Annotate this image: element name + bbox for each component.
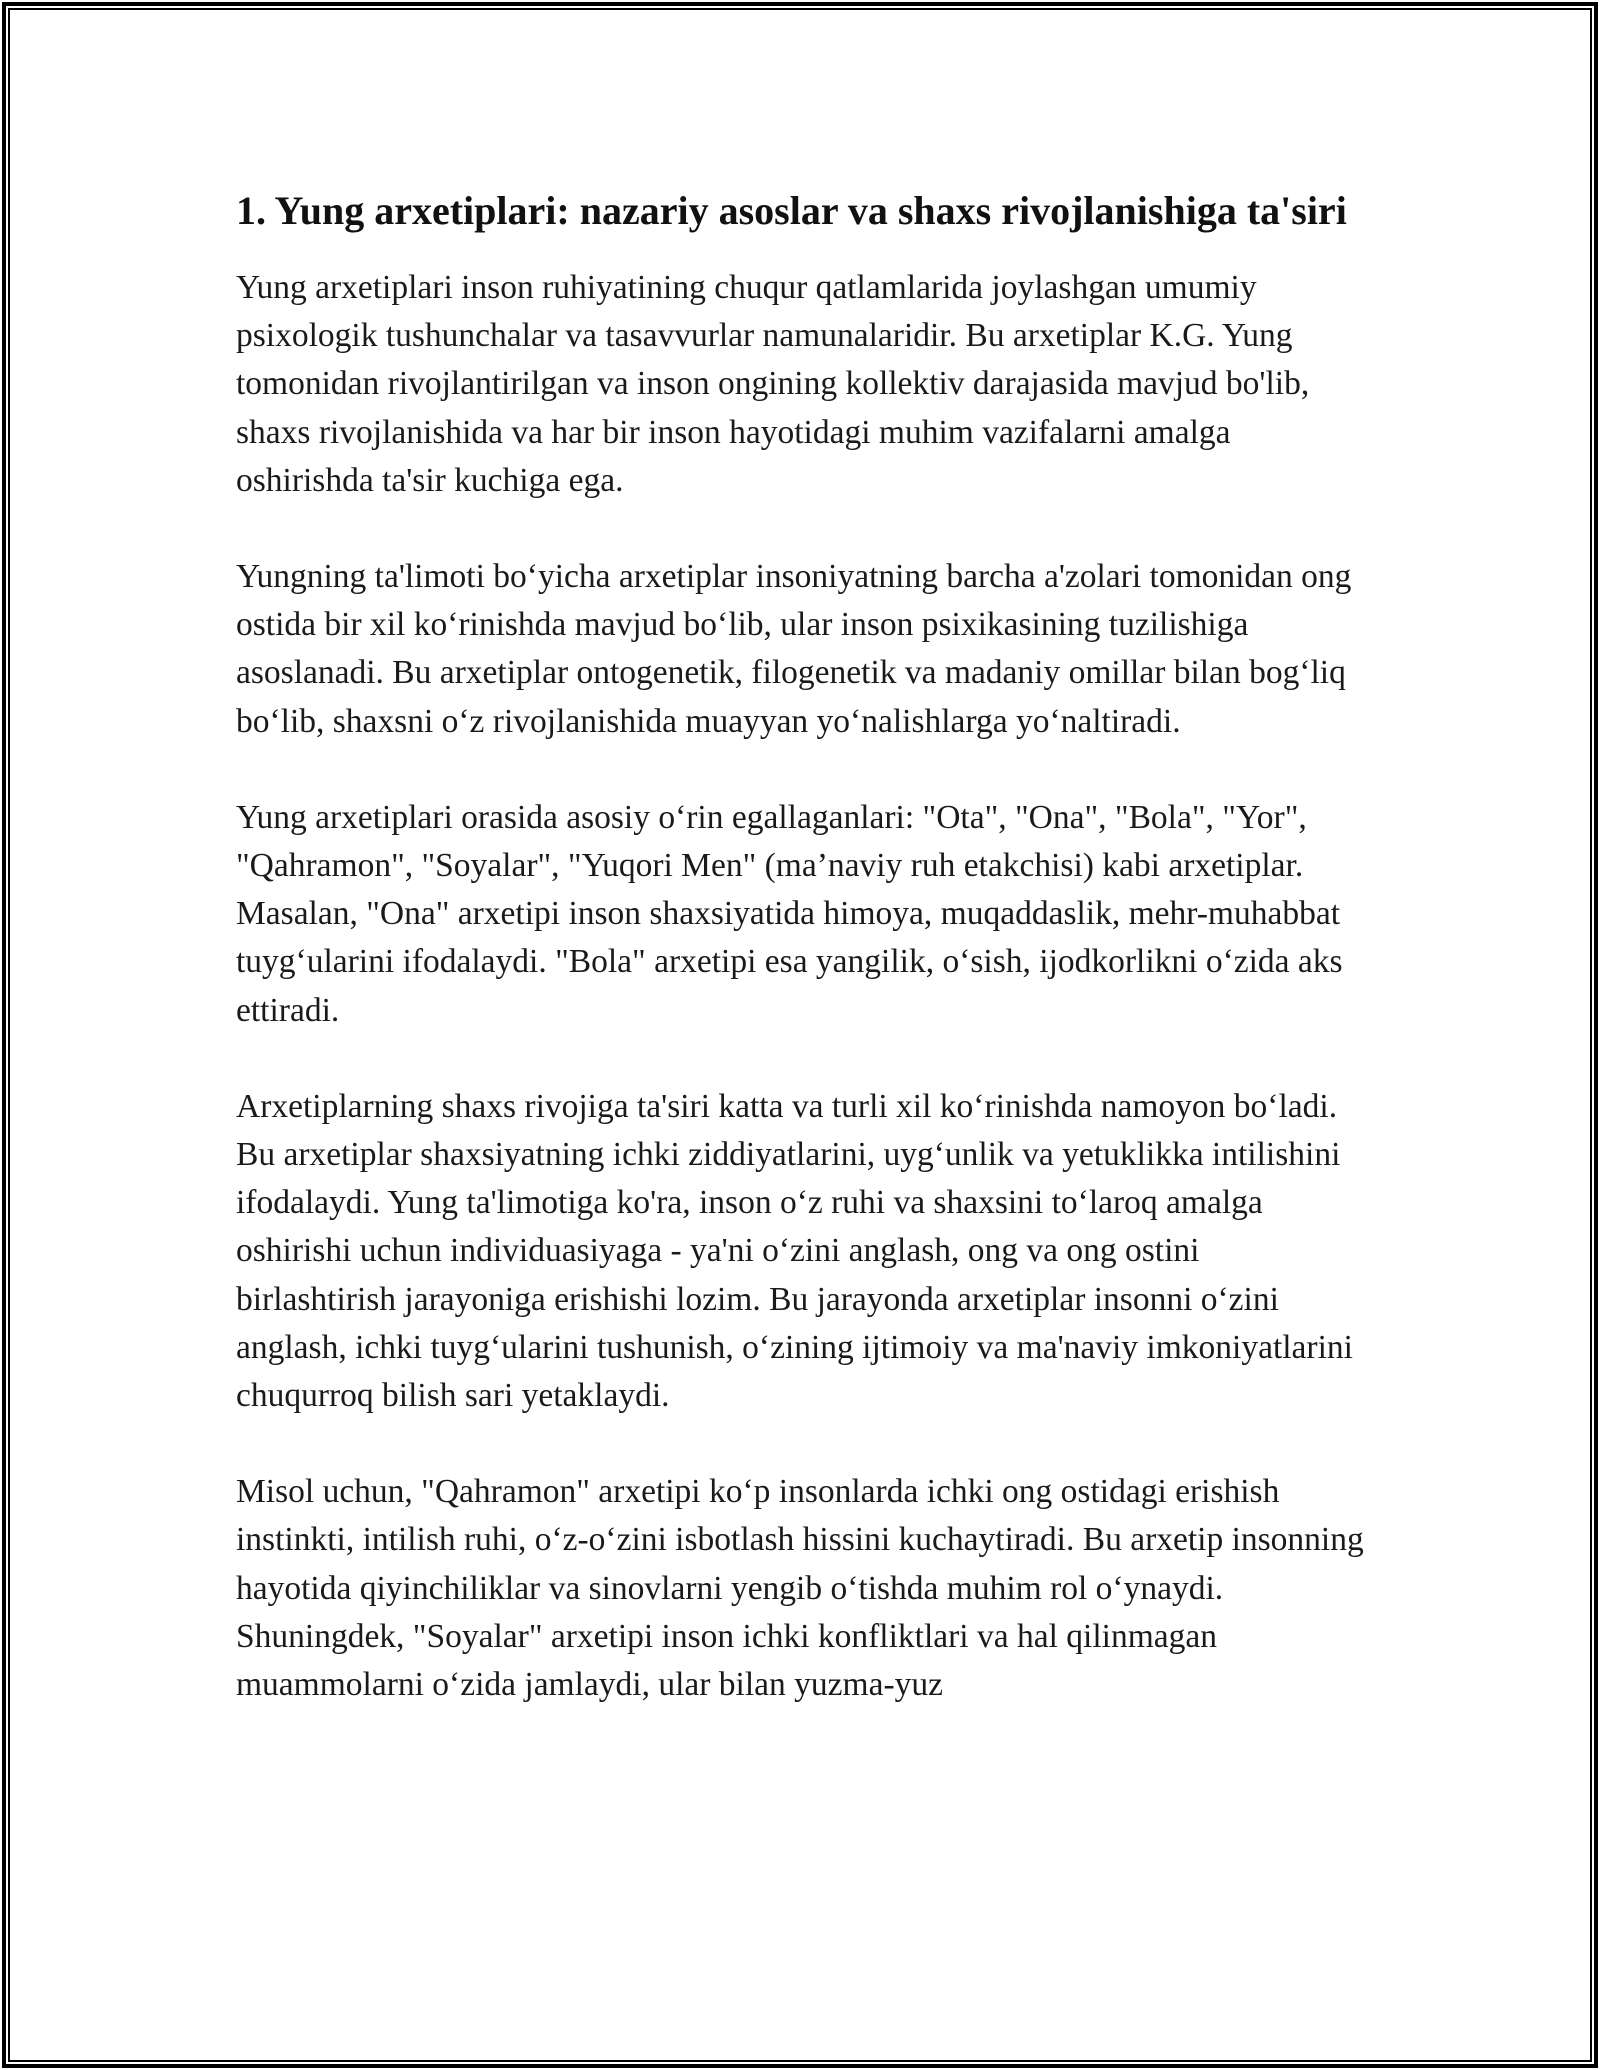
paragraph-1: Yung arxetiplari inson ruhiyatining chuqur qatlamlarida joylashgan umumiy psixologik tushunchalar va tasavvurlar namunalaridir. Bu arxetiplar K.G. Yung tomonidan rivojlantirilgan va inson ongining kollektiv darajasida mavjud bo'lib, shaxs rivojlanishida va har bir inson hayotidagi muhim vazifalarni amalga oshirishda ta'sir kuchiga ega. — [236, 269, 1310, 499]
paragraph-4: Arxetiplarning shaxs rivojiga ta'siri katta va turli xil ko‘rinishda namoyon bo‘ladi. Bu arxetiplar shaxsiyatning ichki ziddiyatlarini, uyg‘unlik va yetuklikka intilishini ifodalaydi. Yung ta'limotiga ko'ra, inson o‘z ruhi va shaxsini to‘laroq amalga oshirishi uchun individuasiyaga - ya'ni o‘zini anglash, ong va ong ostini birlashtirish jarayoniga erishishi lozim. Bu jarayonda arxetiplar insonni o‘zini anglash, ichki tuyg‘ularini tushunish, o‘zining ijtimoiy va ma'naviy imkoniyatlarini chuqurroq bilish sari yetaklaydi. — [236, 1087, 1353, 1415]
paragraph-3: Yung arxetiplari orasida asosiy o‘rin egallaganlari: "Ota", "Ona", "Bola", "Yor", "Qahramon", "Soyalar", "Yuqori Men" (ma’naviy ruh etakchisi) kabi arxetiplar. Masalan, "Ona" arxetipi inson shaxsiyatida himoya, muqaddaslik, mehr-muhabbat tuyg‘ularini ifodalaydi. "Bola" arxetipi esa yangilik, o‘sish, ijodkorlikni o‘zida aks ettiradi. — [236, 798, 1343, 1029]
section-heading: 1. Yung arxetiplari: nazariy asoslar va shaxs rivojlanishiga ta'siri — [236, 188, 1347, 233]
paragraph-2: Yungning ta'limoti bo‘yicha arxetiplar insoniyatning barcha a'zolari tomonidan ong ostida bir xil ko‘rinishda mavjud bo‘lib, ular inson psixikasining tuzilishiga asoslanadi. Bu arxetiplar ontogenetik, filogenetik va madaniy omillar bilan bog‘liq bo‘lib, shaxsni o‘z rivojlanishida muayyan yo‘nalishlarga yo‘naltiradi. — [236, 558, 1352, 740]
document-body — [236, 184, 1364, 1757]
paragraph-5: Misol uchun, "Qahramon" arxetipi ko‘p insonlarda ichki ong ostidagi erishish instinkti, intilish ruhi, o‘z-o‘zini isbotlash hissini kuchaytiradi. Bu arxetip insonning hayotida qiyinchiliklar va sinovlarni yengib o‘tishda muhim rol o‘ynaydi. Shuningdek, "Soyalar" arxetipi inson ichki konfliktlari va hal qilinmagan muammolarni o‘zida jamlaydi, ular bilan yuzma-yuz — [236, 1473, 1364, 1704]
